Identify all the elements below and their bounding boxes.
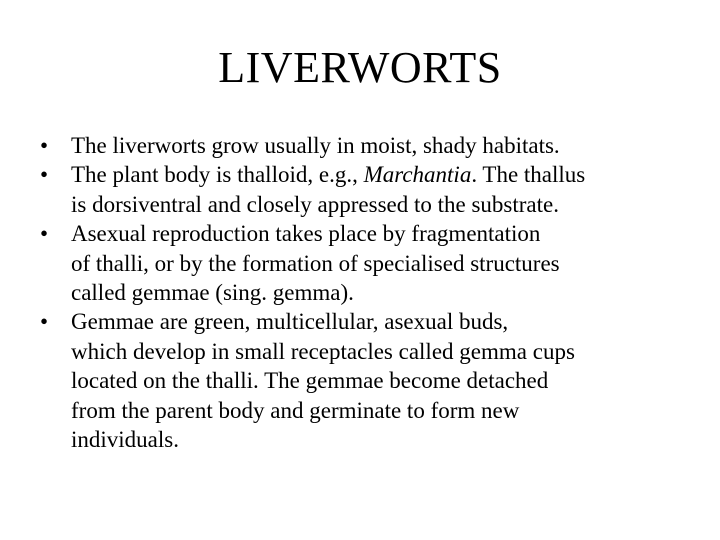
bullet-item — [40, 219, 690, 307]
bullet-line: The liverworts grow usually in moist, shady habitats. — [71, 133, 560, 158]
bullet-line: of thalli, or by the formation of specialised structures — [71, 250, 560, 276]
bullet-line: is dorsiventral and closely appressed to the substrate. — [71, 191, 559, 217]
bullet-line: Gemmae are green, multicellular, asexual buds, — [71, 309, 509, 335]
bullet-item — [40, 307, 690, 454]
bullet-line: individuals. — [71, 427, 179, 453]
bullet-list — [40, 131, 690, 454]
bullet-line: from the parent body and germinate to form new — [71, 397, 520, 423]
slide-title: LIVERWORTS — [218, 43, 502, 92]
bullet-item — [40, 131, 690, 160]
genus-name: Marchantia — [363, 162, 472, 188]
bullet-line — [71, 160, 690, 189]
bullet-text: The plant body is thalloid, e.g., — [71, 162, 364, 188]
bullet-line: which develop in small receptacles called gemma cups — [71, 338, 575, 364]
bullet-text: . The thallus — [471, 162, 586, 188]
bullet-dot-icon: • — [40, 221, 49, 247]
bullet-line: called gemmae (sing. gemma). — [71, 280, 354, 306]
bullet-dot-icon: • — [40, 309, 49, 335]
bullet-dot-icon: • — [40, 162, 49, 188]
bullet-line: located on the thalli. The gemmae become detached — [71, 368, 549, 394]
bullet-line: Asexual reproduction takes place by fragmentation — [71, 221, 541, 247]
bullet-item — [40, 160, 690, 219]
bullet-dot-icon: • — [40, 133, 49, 158]
